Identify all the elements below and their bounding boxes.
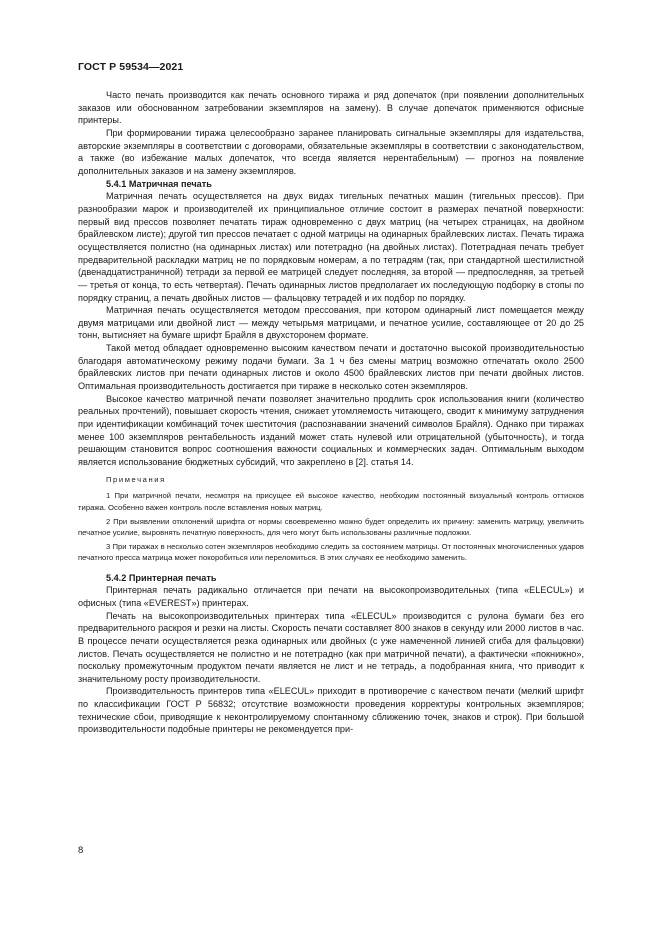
body-paragraph: Производительность принтеров типа «ELECUL» приходит в противоречие с качеством печати (мелкий шрифт по классификации ГОСТ Р 56832; отсутствие возможности проведения корректуры контрольных экземпляров; технические сбои, приводящие к неконтролируемому спонтанному сближению точек, знаков и строк). При большой производительности подобные принтеры не рекомендуется при- bbox=[78, 686, 584, 735]
body-paragraph: Такой метод обладает одновременно высоким качеством печати и достаточно высокой производительностью благодаря автоматическому режиму подачи бумаги. За 1 ч без смены матриц возможно отпечатать около 2500 брайлевских листов при печати одинарных листов и около 4500 брайлевских листов при печати двойных листов. Оптимальная производительность достигается при тираже в несколько сотен экземпляров. bbox=[78, 343, 584, 392]
body-paragraph: Часто печать производится как печать основного тиража и ряд допечаток (при появлении дополнительных заказов или обоснованном затребовании экземпляров на замену). В случае допечаток применяются офисные принтеры. bbox=[78, 90, 584, 126]
notes-title: Примечания bbox=[106, 474, 166, 484]
note-item: 2 При выявлении отклонений шрифта от нормы своевременно можно будет определить их причину: заменить матрицу, увеличить печатное усилие, выровнять печатную поверхность, для чего могут быть использованы различные подложки. bbox=[78, 516, 584, 537]
note-item: 1 При матричной печати, несмотря на присущее ей высокое качество, необходим постоянный визуальный контроль оттисков тиража. Особенно важен контроль после вставления новых матриц. bbox=[78, 491, 584, 512]
page-number: 8 bbox=[78, 845, 84, 856]
body-paragraph: При формировании тиража целесообразно заранее планировать сигнальные экземпляры для издательства, авторские экземпляры в соответствии с договорами, обязательные экземпляры в соответствии с законодательством, а также (во избежание малых допечаток, что всегда является нерентабельным) — прогноз на появление дополнительных заказов и на замену экземпляров. bbox=[78, 127, 584, 176]
document-header: ГОСТ Р 59534—2021 bbox=[78, 61, 184, 73]
section-heading: 5.4.1 Матричная печать bbox=[106, 178, 212, 189]
body-paragraph: Принтерная печать радикально отличается при печати на высокопроизводительных (типа «ELECUL») и офисных (типа «EVEREST») принтерах. bbox=[78, 585, 584, 608]
section-heading: 5.4.2 Принтерная печать bbox=[106, 572, 217, 583]
body-paragraph: Высокое качество матричной печати позволяет значительно продлить срок использования книги (количество реальных прочтений), повышает скорость чтения, снижает утомляемость читающего, сводит к минимуму затруднения при идентификации комбинаций точек шеститочия (распознавании значений символов Брайля). Однако при тиражах менее 100 экземпляров рентабельность изданий может стать нулевой или отрицательной (убыточность), и тогда решающим становится вопрос соотношения важности социальных и коммерческих задач. Оптимальным выходом является использование бюджетных субсидий, что закреплено в [2]. статья 14. bbox=[78, 393, 584, 468]
document-body bbox=[78, 89, 584, 736]
body-paragraph: Матричная печать осуществляется методом прессования, при котором одинарный лист помещается между двумя матрицами или двойной лист — между четырьмя матрицами, и печатное усилие, составляющее от 20 до 25 тонн, вытисняет на бумаге шрифт Брайля в двухсторонем формате. bbox=[78, 305, 584, 341]
note-item: 3 При тиражах в несколько сотен экземпляров необходимо следить за состоянием матрицы. От постоянных многочисленных ударов печатного пресса матрица может покоробиться или переломиться. В этих случаях ее необходимо заменить. bbox=[78, 542, 584, 563]
body-paragraph: Печать на высокопроизводительных принтерах типа «ELECUL» производится с рулона бумаги без его предварительного раскроя и резки на листы. Скорость печати составляет 800 знаков в секунду или 2000 листов в час. В процессе печати осуществляется резка одинарных или двойных (с уже намеченной линией сгиба для фальцовки) листов. Печать осуществляется не полистно и не потетрадно (как при матричной печати), а фактически «покнижно», поскольку промежуточным продуктом печати является не лист и не тетрадь, а подобранная книга, что приводит к значительному росту производительности. bbox=[78, 610, 584, 684]
body-paragraph: Матричная печать осуществляется на двух видах тигельных печатных машин (тигельных прессов). При разнообразии марок и производителей их принципиальное отличие состоит в размерах печатной поверхности: первый вид прессов позволяет печатать тираж одновременно с двух матриц (на четырех страницах, на двойном брайлевском листе); другой тип прессов печатает с одной матрицы на одинарных брайлевских листах. Печать тиража осуществляется полистно (на одинарных листах) или потетрадно (на двойных листах). Потетрадная печать требует предварительной раскладки матриц не по порядковым номерам, а по тетрадям (так, при стандартной шестилистной (двенадцатистраничной) тетради за первой ее матрицей следует последняя, за второй — предпоследняя, за третьей — третья от конца, то есть четвертая). Печать одинарных листов предполагает их последующую подборку в стопы по порядку страниц, а печать двойных листов — фальцовку тетрадей и их подбор по порядку. bbox=[78, 191, 584, 303]
